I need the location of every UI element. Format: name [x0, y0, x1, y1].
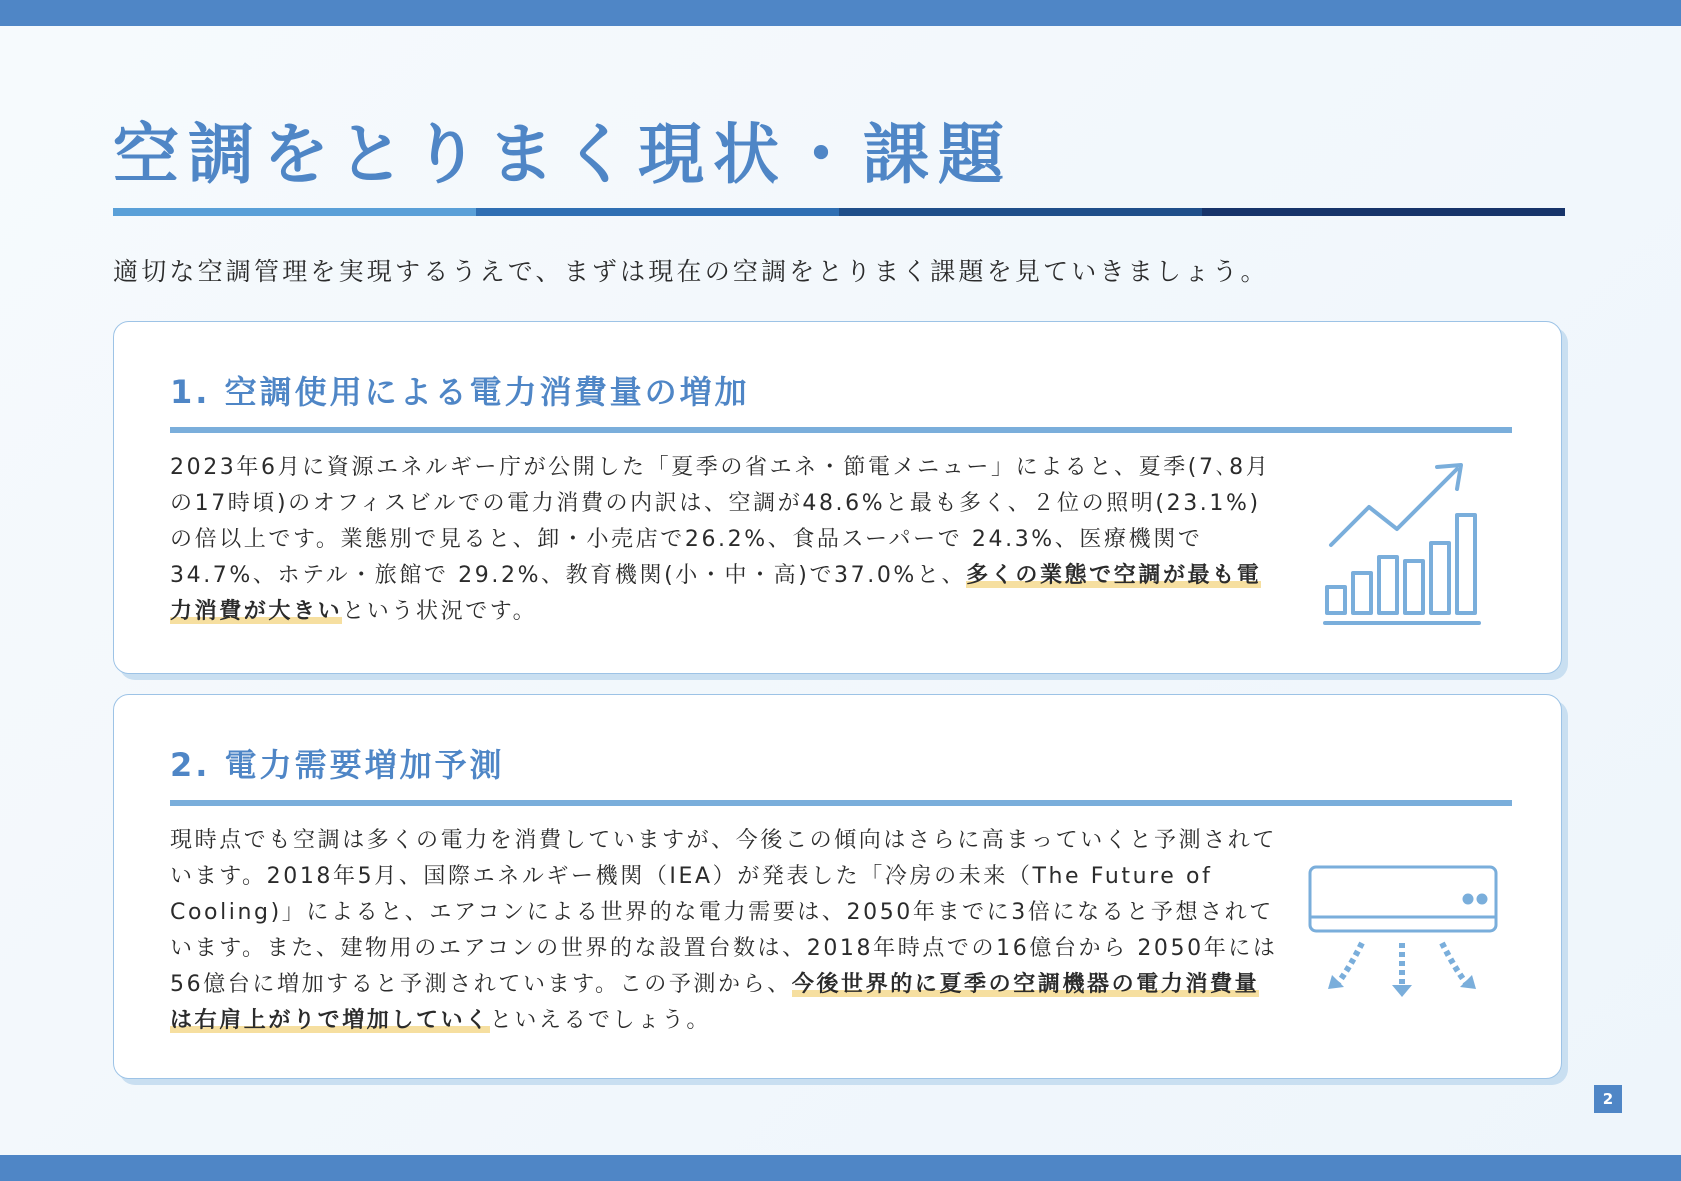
section-divider: [170, 800, 1512, 806]
highlighted-text: 多くの業態で空調が最も電力消費が大きい: [170, 563, 1262, 624]
page-title: 空調をとりまく現状・課題: [113, 116, 1013, 193]
bottom-accent-bar: [0, 1155, 1681, 1181]
top-accent-bar: [0, 0, 1681, 26]
air-conditioner-icon: [1304, 863, 1504, 1003]
intro-text: 適切な空調管理を実現するうえで、まずは現在の空調をとりまく課題を見ていきましょう。: [113, 257, 1269, 286]
section-card-power-consumption: [113, 321, 1562, 674]
body-text: 現時点でも空調は多くの電力を消費していますが、今後この傾向はさらに高まっていくと予測されています。2018年5月、国際エネルギー機関（IEA）が発表した「冷房の未来（The Future of Cooling)」によると、エアコンによる世界的な電力需要は、2050年までに3倍になると予想されています。また、建物用のエアコンの世界的な設置台数は、2018年時点での16億台から 2050年には56億台に増加すると予測されています。この予測から、: [170, 828, 1278, 997]
section-body: [170, 823, 1280, 1039]
body-text-end: という状況です。: [342, 599, 538, 624]
section-body: [170, 450, 1280, 630]
section-heading: 1. 空調使用による電力消費量の増加: [170, 373, 750, 411]
growth-bar-chart-icon: [1317, 457, 1487, 627]
section-card-demand-forecast: [113, 694, 1562, 1079]
highlighted-text: 今後世界的に夏季の空調機器の電力消費量は右肩上がりで増加していく: [170, 972, 1260, 1033]
body-text: 2023年6月に資源エネルギー庁が公開した「夏季の省エネ・節電メニュー」によると、夏季(7､8月の17時頃)のオフィスビルでの電力消費の内訳は、空調が48.6%と最も多く、２位の照明(23.1%)の倍以上です。業態別で見ると、卸・小売店で26.2%、食品スーパーで 24.3%、医療機関で 34.7%、ホテル・旅館で 29.2%、教育機関(小・中・高)で37.0%と、: [170, 455, 1271, 588]
page-number: 2: [1594, 1085, 1622, 1113]
body-text-end: といえるでしょう。: [489, 1008, 711, 1033]
section-divider: [170, 427, 1512, 433]
title-underline: [113, 208, 1565, 216]
section-heading: 2. 電力需要増加予測: [170, 746, 505, 784]
